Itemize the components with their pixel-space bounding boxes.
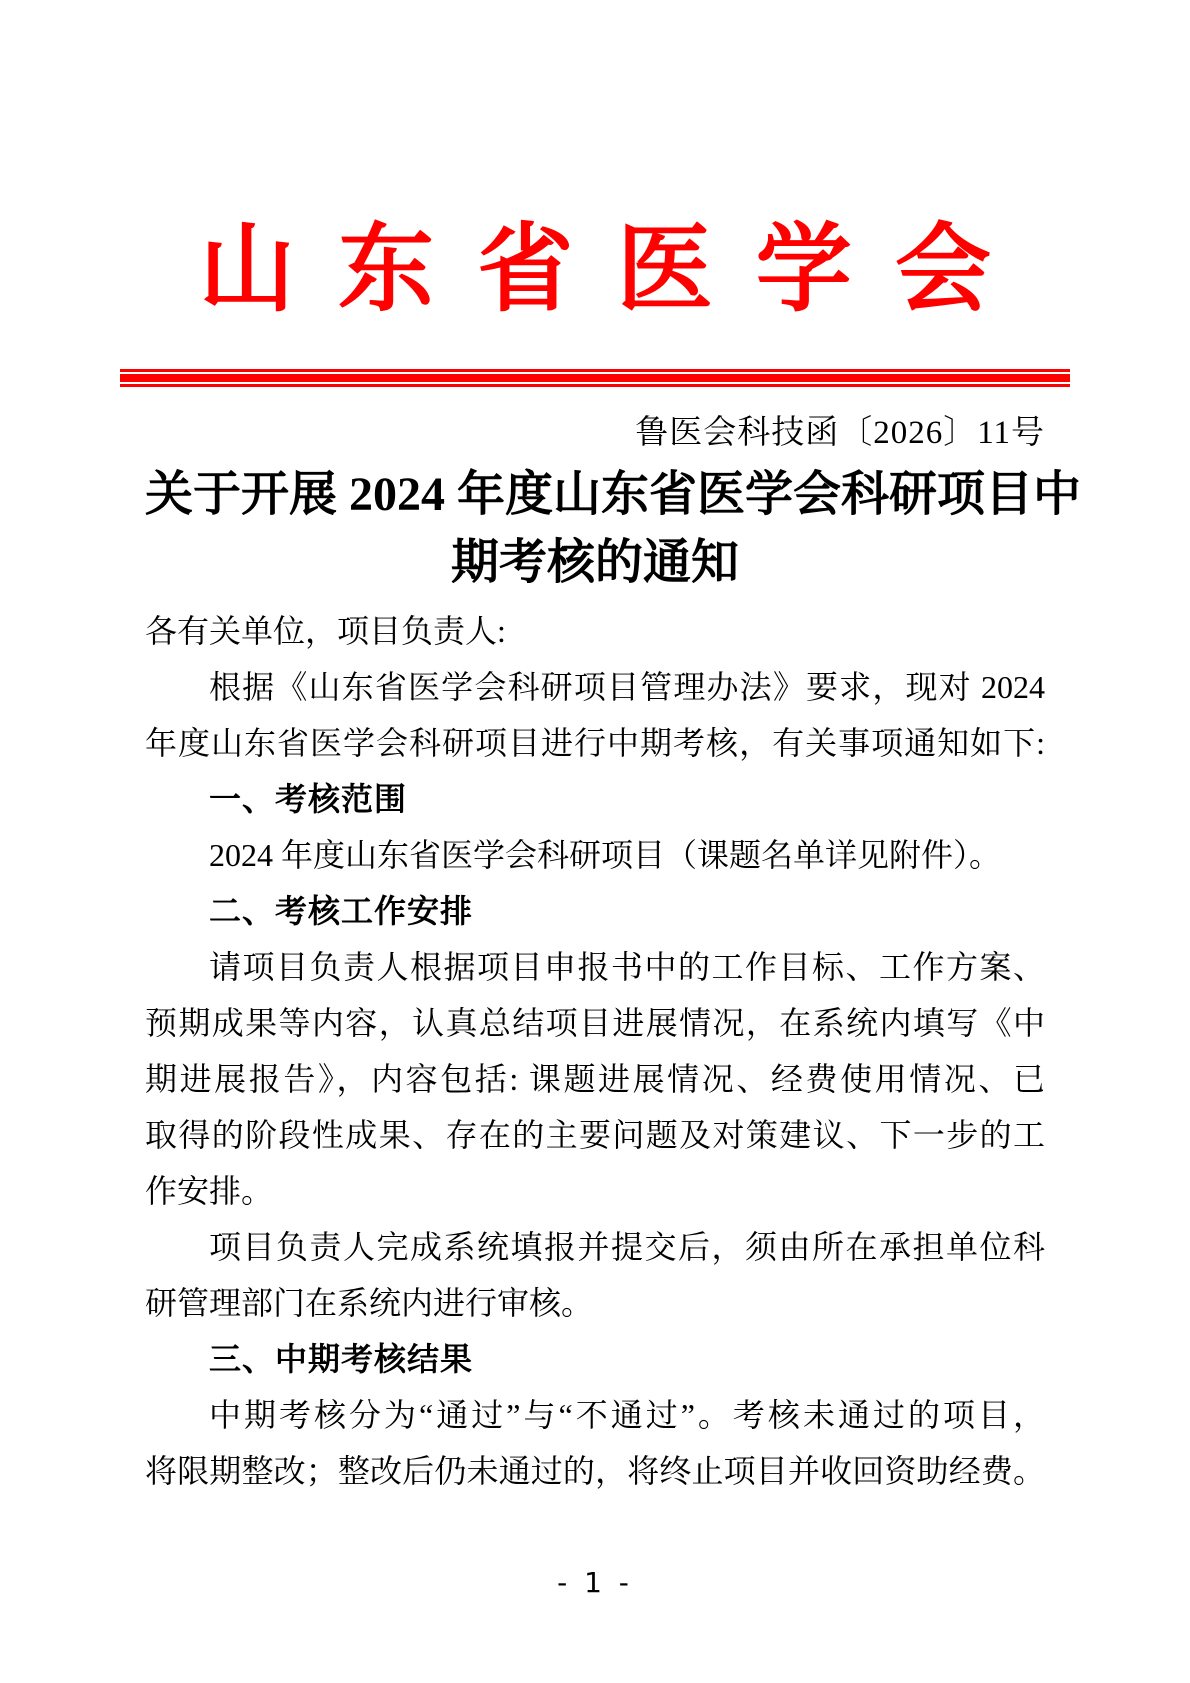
body-line: 取得的阶段性成果、存在的主要问题及对策建议、下一步的工	[145, 1117, 1045, 1153]
document-reference-number: 鲁医会科技函〔2026〕11号	[635, 415, 1045, 451]
body-line: 作安排。	[145, 1173, 274, 1209]
document-title-line-2: 期考核的通知	[450, 536, 739, 589]
document-content	[0, 213, 1190, 1499]
document-title-line-1: 关于开展 2024 年度山东省医学会科研项目中	[145, 468, 1082, 521]
body-line: 各有关单位，项目负责人:	[145, 613, 506, 649]
letterhead-red-rule	[120, 369, 1070, 387]
body-line: 将限期整改；整改后仍未通过的，将终止项目并收回资助经费。	[145, 1453, 1045, 1489]
body-line: 预期成果等内容，认真总结项目进展情况，在系统内填写《中	[145, 1005, 1045, 1041]
body-line: 根据《山东省医学会科研项目管理办法》要求，现对 2024	[209, 669, 1045, 705]
section-heading: 三、中期考核结果	[209, 1341, 474, 1377]
body-line: 项目负责人完成系统填报并提交后，须由所在承担单位科	[209, 1229, 1045, 1265]
red-rule-thick-line	[120, 374, 1070, 382]
body-line: 期进展报告》，内容包括: 课题进展情况、经费使用情况、已	[145, 1061, 1045, 1097]
section-heading: 二、考核工作安排	[209, 893, 474, 929]
page-number: - 1 -	[557, 1566, 633, 1599]
body-line: 中期考核分为“通过”与“不通过”。考核未通过的项目，	[209, 1397, 1045, 1433]
body-lines	[145, 603, 1045, 1499]
body-line: 请项目负责人根据项目申报书中的工作目标、工作方案、	[209, 949, 1045, 985]
body-line: 2024 年度山东省医学会科研项目（课题名单详见附件）。	[209, 837, 1002, 873]
section-heading: 一、考核范围	[209, 781, 408, 817]
letterhead-org-name: 山东省医学会	[198, 216, 1035, 323]
red-rule-bottom-line	[120, 384, 1070, 387]
body-line: 研管理部门在系统内进行审核。	[145, 1285, 594, 1321]
document-title	[145, 461, 1082, 597]
body-line: 年度山东省医学会科研项目进行中期考核，有关事项通知如下:	[145, 725, 1045, 761]
